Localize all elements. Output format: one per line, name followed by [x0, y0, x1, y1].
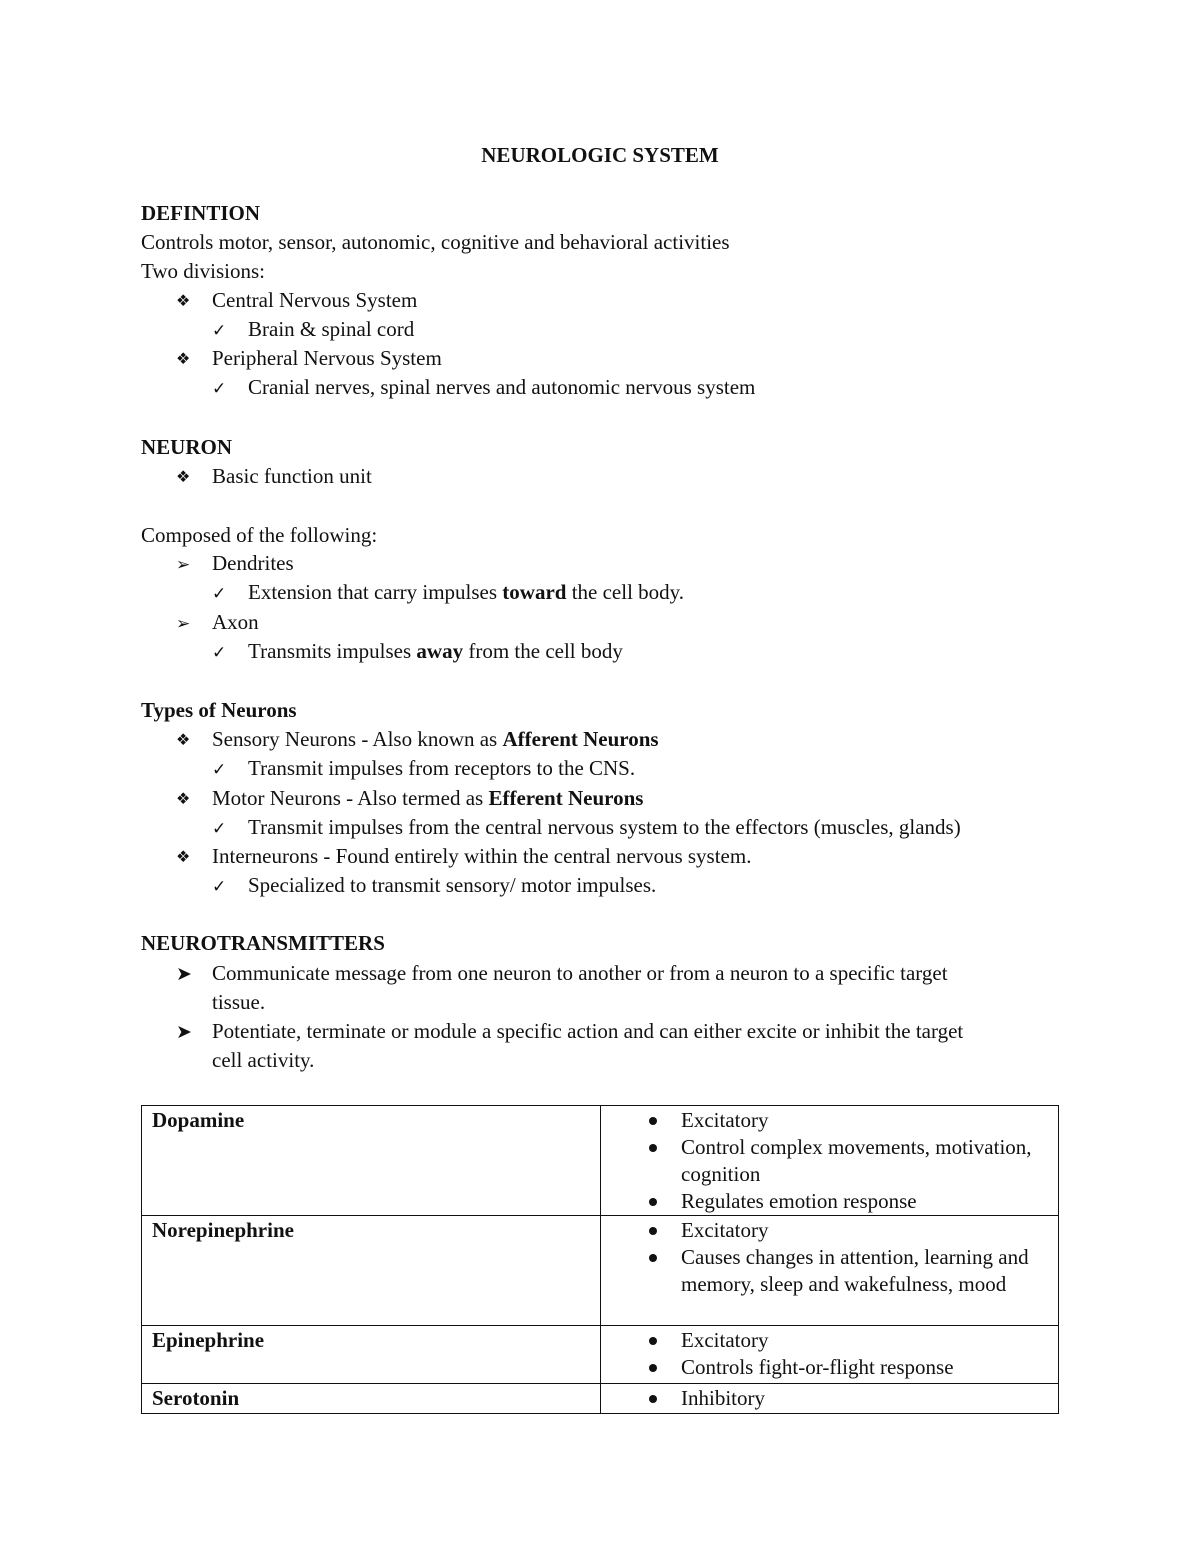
pns-label: Peripheral Nervous System: [212, 346, 442, 370]
check-bullet-icon: ✓: [212, 379, 227, 399]
axon-label: Axon: [212, 610, 259, 634]
sensory-detail: Transmit impulses from receptors to the CNS.: [248, 756, 636, 780]
types-heading: Types of Neurons: [141, 698, 297, 722]
nt-item-2: Potentiate, terminate or module a specific action and can either excite or inhibit the target: [212, 1019, 964, 1043]
table-row: [142, 1326, 1059, 1384]
table-row: [142, 1216, 1059, 1326]
nt-item-2-cont: cell activity.: [212, 1048, 315, 1072]
inter-detail: Specialized to transmit sensory/ motor impulses.: [248, 873, 657, 897]
diamond-bullet-icon: ❖: [176, 291, 191, 310]
list-item: Excitatory: [611, 1217, 1048, 1244]
check-bullet-icon: ✓: [212, 584, 227, 604]
nt-effects: [601, 1216, 1059, 1326]
diamond-bullet-icon: ❖: [176, 847, 191, 866]
neurotransmitter-table: [141, 1105, 1059, 1414]
arrow-bullet-icon: ➤: [176, 963, 192, 985]
list-item: [176, 725, 659, 754]
list-item: Excitatory: [611, 1107, 1048, 1134]
page-title: NEUROLOGIC SYSTEM: [481, 143, 719, 167]
cns-label: Central Nervous System: [212, 288, 418, 312]
list-item: [212, 871, 656, 900]
nt-effects: [601, 1106, 1059, 1216]
list-item: [212, 578, 684, 607]
pns-detail: Cranial nerves, spinal nerves and autonomic nervous system: [248, 375, 756, 399]
list-item: [212, 637, 623, 666]
list-item: [212, 315, 414, 344]
inter-label: Interneurons - Found entirely within the central nervous system.: [212, 844, 752, 868]
dendrites-detail: Extension that carry impulses toward the cell body.: [248, 580, 685, 604]
list-item: [176, 608, 259, 637]
nt-name: Dopamine: [142, 1106, 601, 1216]
check-bullet-icon: ✓: [212, 819, 227, 839]
diamond-bullet-icon: ❖: [176, 349, 191, 368]
dendrites-label: Dendrites: [212, 551, 294, 575]
diamond-bullet-icon: ❖: [176, 789, 191, 808]
sensory-label: Sensory Neurons - Also known as Afferent Neurons: [212, 727, 659, 751]
list-item: [176, 344, 442, 373]
check-bullet-icon: ✓: [212, 643, 227, 663]
divisions-label: Two divisions:: [141, 259, 265, 283]
list-item: [212, 754, 635, 783]
diamond-bullet-icon: ❖: [176, 467, 191, 486]
table-row: [142, 1384, 1059, 1414]
neuron-definition: Basic function unit: [212, 464, 372, 488]
list-item: Inhibitory: [611, 1385, 1048, 1412]
nt-name: Norepinephrine: [142, 1216, 601, 1326]
nt-item-1: Communicate message from one neuron to another or from a neuron to a specific target: [212, 961, 948, 985]
check-bullet-icon: ✓: [212, 760, 227, 780]
check-bullet-icon: ✓: [212, 877, 227, 897]
diamond-bullet-icon: ❖: [176, 730, 191, 749]
list-item: [176, 286, 417, 315]
list-item: [212, 373, 755, 402]
motor-detail: Transmit impulses from the central nervous system to the effectors (muscles, glands): [248, 815, 961, 839]
list-item: [176, 784, 643, 813]
motor-label: Motor Neurons - Also termed as Efferent Neurons: [212, 786, 644, 810]
list-item: [176, 959, 948, 988]
list-item: Excitatory: [611, 1327, 1048, 1354]
nt-name: Serotonin: [142, 1384, 601, 1414]
definition-text: Controls motor, sensor, autonomic, cognitive and behavioral activities: [141, 230, 730, 254]
nt-name: Epinephrine: [142, 1326, 601, 1384]
arrow-bullet-icon: ➢: [176, 555, 191, 575]
nt-item-1-cont: tissue.: [212, 990, 266, 1014]
list-item: Causes changes in attention, learning and memory, sleep and wakefulness, mood: [611, 1244, 1048, 1298]
arrow-bullet-icon: ➢: [176, 614, 191, 634]
list-item: Regulates emotion response: [611, 1188, 1048, 1215]
table-row: [142, 1106, 1059, 1216]
axon-detail: Transmits impulses away from the cell body: [248, 639, 623, 663]
list-item: Control complex movements, motivation, cognition: [611, 1134, 1048, 1188]
cns-detail: Brain & spinal cord: [248, 317, 415, 341]
list-item: [176, 1017, 963, 1046]
nt-effects: [601, 1384, 1059, 1414]
list-item: [212, 813, 961, 842]
list-item: [176, 842, 751, 871]
list-item: [176, 549, 294, 578]
neuron-heading: NEURON: [141, 435, 233, 459]
list-item: [176, 462, 372, 491]
definition-heading: DEFINTION: [141, 201, 261, 225]
check-bullet-icon: ✓: [212, 321, 227, 341]
composed-label: Composed of the following:: [141, 523, 378, 547]
arrow-bullet-icon: ➤: [176, 1021, 192, 1043]
nt-effects: [601, 1326, 1059, 1384]
neurotransmitters-heading: NEUROTRANSMITTERS: [141, 931, 385, 955]
list-item: Controls fight-or-flight response: [611, 1354, 1048, 1381]
